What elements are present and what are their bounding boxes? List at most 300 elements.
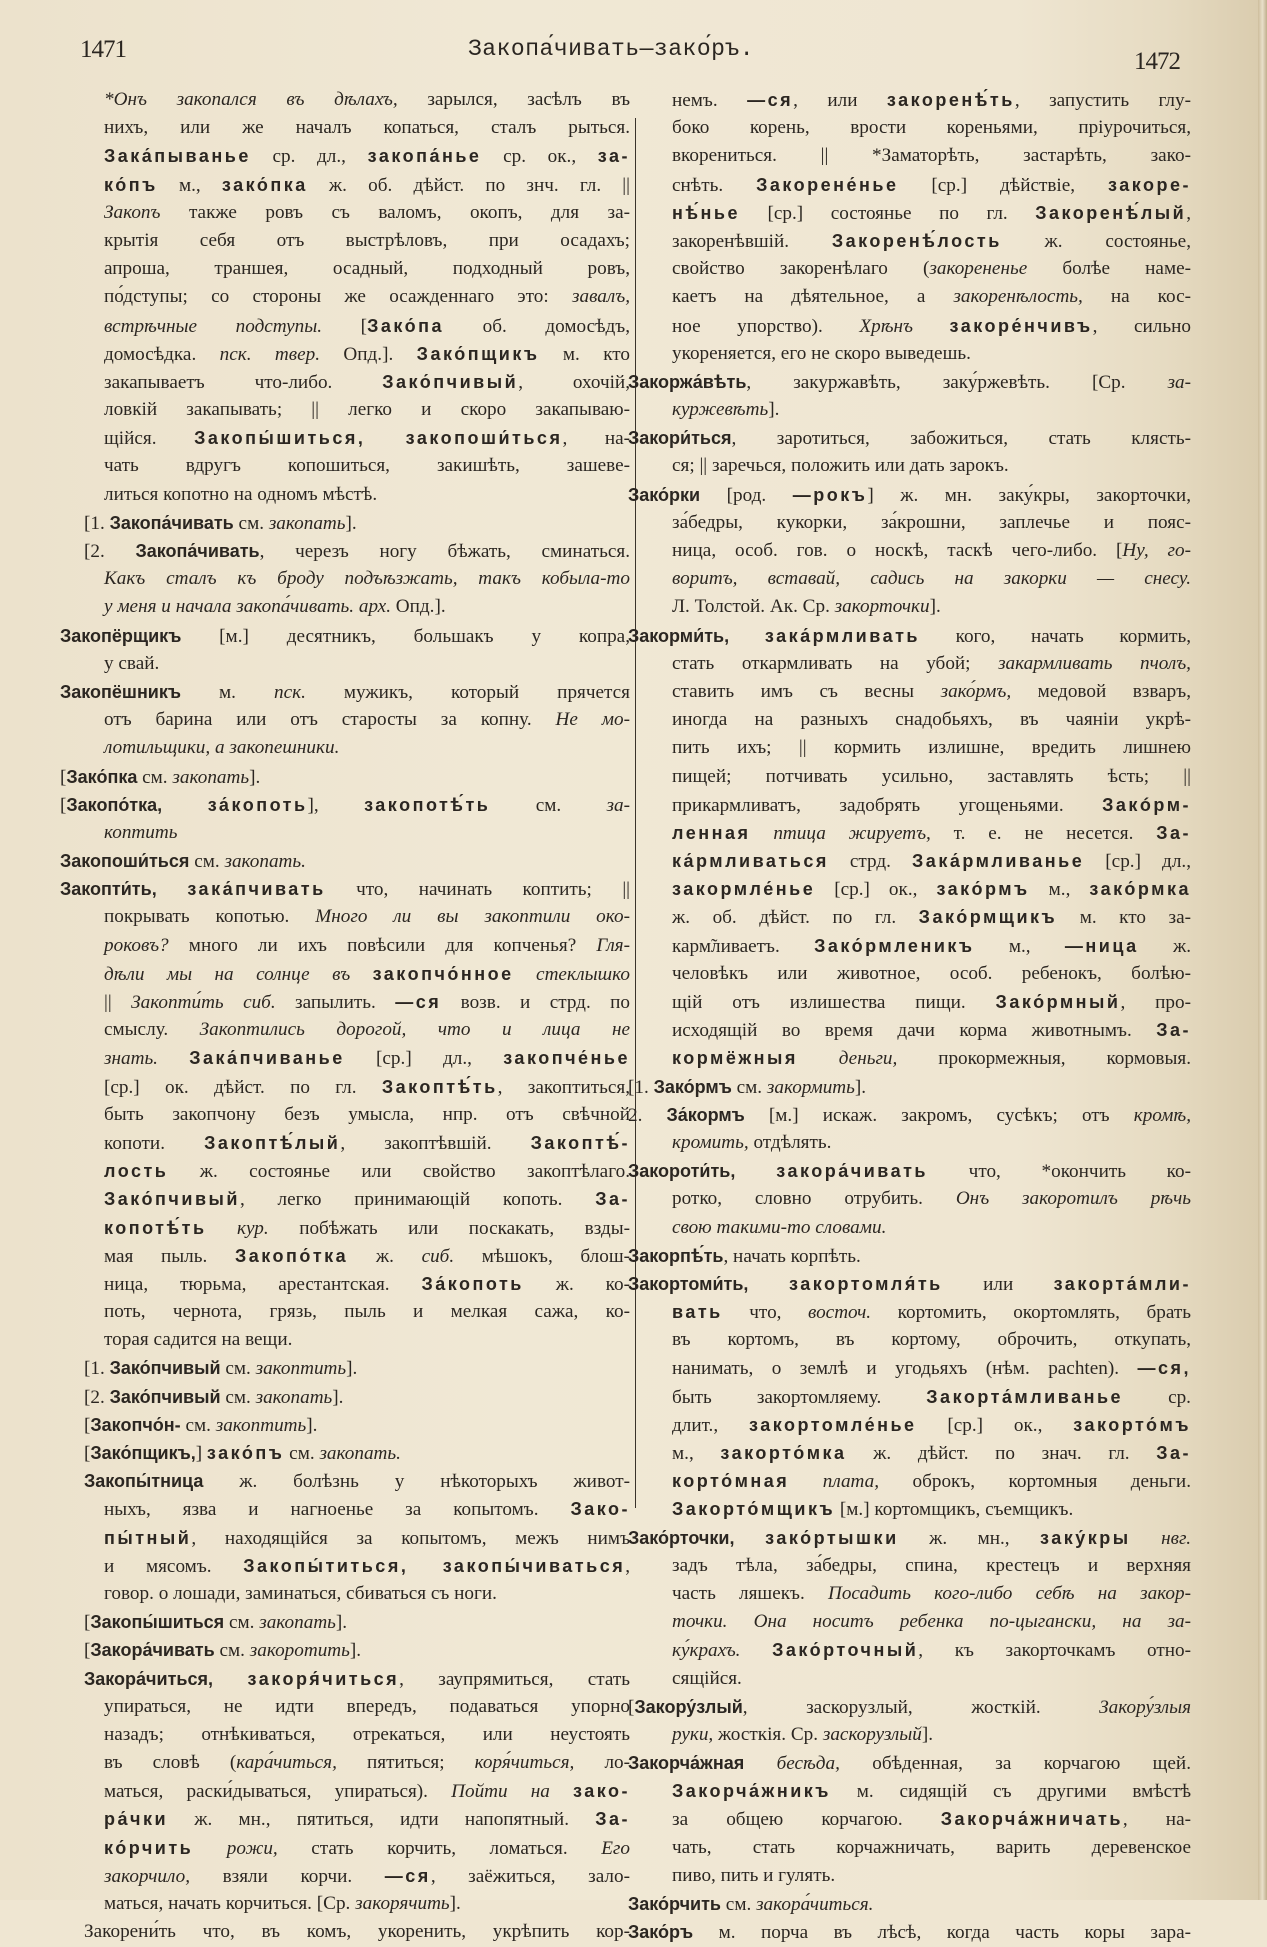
definition-text [750,823,773,844]
text-line [628,114,1191,142]
text-line [628,1129,1191,1157]
right-column [628,86,1191,1946]
definition-text: назадъ; отнѣкиваться, отрекаться, или неустоять [104,1723,630,1745]
headword: За- [1156,1020,1191,1041]
definition-text: , заёжиться, зало- [430,1865,630,1887]
text-line [60,199,630,227]
headword: Закорто́мщикъ [672,1499,836,1520]
text-line [60,791,630,819]
definition-text: длит., [672,1414,749,1436]
text-line [60,1326,630,1354]
headword: Закора́чивать [90,1640,215,1661]
definition-text: исходящій во время дачи корма животнымъ. [672,1020,1157,1042]
headword: закорта́мли- [1053,1273,1191,1294]
definition-text: об. домосѣдъ, [444,315,630,337]
example-text: закоренѣлость, [953,286,1083,308]
headword: пы́тный [104,1527,192,1548]
definition-text: щій отъ излишества пищи. [672,992,996,1013]
page-number-right: 1472 [1134,48,1180,75]
headword: ленная [672,822,751,843]
definition-text: , сильно [1092,315,1191,337]
definition-text: [1. [84,1358,110,1380]
definition-text: ся; || заречься, положить или дать зарокъ. [672,455,1009,477]
example-text: закорененье [929,258,1028,280]
definition-text: ло- [574,1752,630,1774]
text-line [60,1693,630,1721]
definition-text: ница, тюрьма, арестантская. [104,1273,422,1295]
definition-text: [1. [84,512,110,534]
headword: лость [104,1161,169,1182]
text-line [628,1608,1191,1636]
definition-text: пить ихъ; || кормить излишне, вредить лишнею [672,737,1191,759]
definition-text: [род. [700,484,793,506]
headword: закопотѣ́ть [364,794,491,815]
text-line [628,1354,1191,1382]
example-text: стеклышко [513,963,630,985]
definition-text: чать, стать корчажничать, варить деревенское [672,1836,1191,1858]
headword: зако́ртышки [765,1527,899,1548]
text-line [628,255,1191,283]
text-line [628,706,1191,734]
headword: Зака́рмливанье [912,851,1085,872]
definition-text: задъ тѣла, за́бедры, спина, крестецъ и верхняя [672,1554,1191,1576]
definition-text: литься копотно на одномъ мѣстѣ. [104,483,378,505]
definition-text: см. [731,1076,767,1098]
text-line [60,875,630,903]
definition-text [193,1838,227,1859]
definition-text: маться, раски́дываться, упираться). [104,1781,452,1803]
definition-text: въ словѣ ( [104,1752,237,1774]
definition-text: [ср.] ок., [815,879,937,901]
headword: за́копоть [207,794,308,815]
definition-text: за общею корчагою. [672,1809,941,1831]
text-line [60,1270,630,1298]
text-line [60,1749,630,1777]
text-line [60,171,630,199]
text-line [628,1016,1191,1044]
example-text: точки. Она носитъ ребенка по-цыгански, на за- [672,1611,1191,1633]
headword: вать [672,1302,723,1323]
headword: Зака́пчиванье [189,1048,345,1069]
definition-text: , заротиться, забожиться, стать клясть- [731,428,1191,450]
definition-text: апроша, траншея, осадный, подходный ровъ, [104,258,630,280]
headword: ра́чки [104,1809,169,1830]
definition-text: ж. ко- [523,1273,630,1295]
example-text: коря́читься, [474,1752,575,1774]
definition-text: [ [84,1612,91,1634]
text-line [628,1411,1191,1439]
text-line [60,1805,630,1833]
example-text: закормить [766,1076,855,1098]
headword: зако- [573,1781,631,1802]
definition-text: [ [322,315,368,337]
headword: корто́мная [672,1471,790,1492]
text-line [628,1467,1191,1495]
text-line [628,1665,1191,1693]
headword: закора́чивать [776,1161,928,1182]
headword: Зако- [570,1499,630,1520]
definition-text: человѣкъ или животное, особ. ребенокъ, болѣю- [672,962,1191,984]
definition-text: покрывать копотью. [104,906,316,928]
page-header [0,36,1267,75]
text-line [60,1721,630,1749]
text-line [628,1185,1191,1213]
headword: Закóрм- [1102,794,1191,815]
text-line [60,565,630,593]
headword: Закопчо́н- [90,1414,181,1435]
text-line [628,1862,1191,1890]
definition-text: свойство закоренѣлаго ( [672,258,930,280]
text-line [628,171,1191,199]
text-line [60,283,630,311]
definition-text: ж. дѣйст. по знач. гл. [846,1443,1157,1464]
definition-text: ныхъ, язва и нагноенье за копытомъ. [104,1499,571,1521]
text-line [628,678,1191,706]
definition-text [207,1218,238,1239]
definition-text: ], [307,794,365,816]
definition-text: [ср.] дл., [344,1048,504,1070]
definition-text: см. [721,1894,757,1915]
definition-text: , заскорузлый, жосткій. [742,1696,1100,1718]
definition-text: ]. [306,1414,318,1436]
definition-text: ] ж. мн. заку́кры, закорточки, [867,484,1191,506]
definition-text: м. кто [539,343,630,365]
definition-text: ]. [768,399,780,421]
headword: —ся, [1137,1358,1191,1379]
headword: Закопа́чивать [109,512,234,533]
definition-text: кого, начать кормить, [919,625,1191,647]
text-line [628,424,1191,452]
headword: Закорча́жная [628,1753,745,1774]
headword: Закопы́шиться, закопоши́ться [194,428,563,449]
definition-text: копоти. [104,1132,205,1154]
definition-text: каетъ на дѣятельное, а [672,286,954,308]
definition-text: Закорени́ть что, въ комъ, укоренить, укрѣпить кор- [84,1921,630,1943]
definition-text: м., [672,1443,721,1464]
headword: ко́пъ [104,174,158,195]
definition-text: сящійся. [672,1667,742,1689]
definition-text: ]. [332,1386,344,1408]
headword: —рокъ [792,484,868,505]
example-text: закора́читься. [756,1894,874,1915]
headword: зако́пъ [206,1443,285,1463]
definition-text: ное упорство). [672,315,860,337]
example-text: бесѣда, [776,1753,840,1775]
text-line [60,734,630,762]
text-line [60,1157,630,1185]
definition-text: см. [284,1443,320,1464]
definition-text: стать корчить, ломаться. [277,1837,602,1859]
definition-text: что, *окончить ко- [927,1161,1191,1183]
definition-text: ]. [449,1893,461,1914]
definition-text: ]. [854,1076,867,1098]
definition-text [158,1048,189,1069]
page-number-left: 1471 [80,36,126,63]
headword: Закопа́чивать [135,541,260,561]
definition-text: , про- [1120,992,1191,1013]
definition-text: , на- [1122,1809,1191,1831]
text-line [60,903,630,931]
text-line [60,142,630,170]
headword: закоря́читься [247,1668,400,1689]
text-line [60,763,630,791]
definition-text: ]. [335,1612,348,1634]
headword: За́копоть [421,1273,524,1294]
definition-text: , къ закорточкамъ отно- [918,1640,1192,1662]
example-text: Какъ сталъ къ броду подъѣзжать, такъ кобыла-то [104,568,630,590]
definition-text: жосткія. Ср. [713,1723,823,1745]
text-line [60,1073,630,1101]
definition-text: ловкій закапывать; || легко и скоро закапываю- [104,399,630,421]
headword: Зако́пщикъ, [90,1443,196,1463]
example-text: закоротить [249,1640,350,1662]
definition-text: вкорениться. || *Заматорѣть, застарѣть, зако- [672,145,1191,167]
definition-text: , легко принимающій копоть. [239,1189,596,1211]
text-line [628,199,1191,227]
text-line [60,509,630,537]
headword: За- [1156,822,1192,843]
example-text: Онъ закоротилъ рѣчь [955,1188,1191,1210]
headword: Закорча́жникъ [672,1781,831,1802]
definition-text: [ср.] состоянье по гл. [739,202,1036,224]
example-text: птица жируетъ, [773,822,931,844]
example-text: плата, [822,1471,880,1493]
definition-text: на кос- [1082,286,1191,308]
example-text: Закору́злыя [1099,1696,1191,1718]
text-line [628,988,1191,1016]
text-line [628,903,1191,931]
text-line [60,1834,630,1862]
definition-text: см. [224,1612,260,1634]
example-text: закопать [268,512,346,534]
page-edge [1258,0,1267,1900]
definition-text: возв. и стрд. по [441,992,631,1013]
text-line [628,86,1191,114]
example-text: Не мо- [555,709,630,731]
example-text: нвг. [1161,1527,1192,1549]
text-line [628,283,1191,311]
example-text: закорячить [355,1893,450,1914]
definition-text: ж. мн., [898,1527,1041,1549]
definition-text: , закоптѣвшій. [340,1132,531,1154]
headword: Закопоши́ться [60,851,190,872]
headword: —ница [1064,935,1139,956]
text-line [60,1016,630,1044]
definition-text: [м.] кортомщикъ, съемщикъ. [835,1499,1074,1521]
definition-text: за́бедры, кукорки, за́крошни, заплечье и пояс- [672,511,1191,533]
headword: За- [1156,1443,1191,1463]
definition-text: м., [974,935,1065,957]
headword: Зако́рчить [628,1894,721,1914]
headword: зако́рмъ [936,879,1030,900]
text-line [60,650,630,678]
definition-text: болѣе наме- [1027,258,1191,280]
headword: —ся [384,1865,431,1886]
definition-text: смыслу. [104,1019,200,1041]
headword: Зако́пчивый [382,371,519,392]
definition-text: [ср.] дѣйствіе, [898,174,1108,196]
text-line [60,1495,630,1523]
headword: Закорпѣ́ть [628,1245,724,1266]
example-text: *Онъ закопался въ дѣлахъ, [104,89,398,110]
definition-text: [ср.] ок., [916,1414,1074,1436]
definition-text: снѣть. [672,174,757,196]
example-text: у меня и начала закопа́чивать. арх. [104,596,391,618]
text-line [60,1580,630,1608]
definition-text: [ [60,794,67,816]
definition-text: ротко, словно отрубить. [672,1188,956,1210]
headword: закопа́нье [367,146,482,167]
text-line [60,396,630,424]
headword: закорто́мка [720,1443,847,1463]
definition-text: запылить. [275,992,396,1013]
definition-text: ж. [1138,935,1191,957]
text-line [628,847,1191,875]
definition-text: ] [195,1443,207,1464]
text-line [628,1693,1191,1721]
definition-text: , закуржавѣть, заку́ржевѣть. [Ср. [746,371,1168,393]
text-line [628,875,1191,903]
definition-text: см. [220,1386,256,1408]
text-line [60,1918,630,1946]
definition-text: что, [722,1302,809,1324]
text-line [628,1721,1191,1749]
definition-text: поть, чернота, грязь, пыль и мелкая сажа, ко- [104,1301,630,1323]
example-text: закопать [255,1386,333,1408]
headword: закортомля́ть [789,1273,943,1294]
definition-text [1131,1528,1161,1549]
definition-text: ж. мн., пятиться, идти напопятный. [168,1809,596,1831]
definition-text: въ кортомъ, въ кортому, оброчить, откупать, [672,1329,1191,1351]
headword: заку́кры [1040,1527,1131,1548]
headword: закортомле́нье [748,1414,917,1435]
headword: Закопо́тка, [66,794,208,815]
text-line [628,1834,1191,1862]
headword: зако́пка [221,174,308,195]
definition-text: ]. [921,1723,934,1745]
definition-text: , охочій, [518,371,630,393]
definition-text: ж. состоянье или свойство закоптѣлаго. [168,1161,630,1183]
headword: Закопти́ть, [60,879,188,900]
example-text: зако́рмъ, [940,680,1012,702]
definition-text: [ [628,1696,635,1718]
text-line [628,791,1191,819]
text-line [628,1073,1191,1101]
definition-text: медовой взваръ, [1011,680,1191,702]
headword: копотѣ́ть [104,1217,207,1238]
headword: Закопёшникъ [60,681,182,702]
headword: Закопо́тка [234,1245,349,1266]
definition-text: ]. [249,766,261,788]
example-text: кур. [237,1217,269,1239]
definition-text: , черезъ ногу бѣжать, сминаться. [259,541,630,562]
definition-text: см. [220,1358,256,1380]
definition-text: и мясомъ. [104,1555,244,1577]
headword: Закопы́титься, закопы́чиваться [243,1555,626,1576]
headword: Зако́пчивый [104,1189,240,1210]
example-text: лотильщики, а закопешники. [104,737,340,759]
headword: закопче́нье [503,1048,630,1069]
headword: Зако́рмленикъ [814,935,975,956]
definition-text: см. [137,766,173,788]
headword: закоре́нчивъ [949,315,1093,336]
definition-text: ж. об. дѣйст. по гл. [672,907,919,929]
definition-text: [м.] десятникъ, большакъ у копра, [181,625,630,647]
text-line [60,1862,630,1890]
definition-text: упираться, не идти впередъ, подаваться упорно [104,1695,630,1717]
text-line [60,932,630,960]
headword: —ся [395,992,442,1012]
definition-text: ж. об. дѣйст. по знч. гл. || [307,174,630,196]
definition-text: много ли ихъ повѣсили для копченья? [168,934,597,956]
headword: за- [597,146,630,167]
definition-text: прикармливатъ, задобрять угощеньями. [672,794,1103,816]
text-line [628,1101,1191,1129]
text-line [60,988,630,1016]
headword: Закоренѣ́лость [831,230,1002,251]
definition-text [798,1048,839,1069]
definition-text: говор. о лошади, заминаться, сбиваться съ ноги. [104,1582,497,1604]
text-line [60,1552,630,1580]
definition-text: см. [189,851,225,873]
definition-text: прокормежныя, кормовыя. [897,1048,1192,1070]
definition-text: немъ. [672,90,748,111]
text-line [628,1157,1191,1185]
example-text: роковъ? [104,934,169,956]
definition-text: побѣжать или поскакать, взды- [268,1217,631,1239]
definition-text: , запустить глу- [1014,90,1191,111]
example-text: закопать [172,766,250,788]
headword: Закоптѣ́лый [204,1132,341,1153]
definition-text: отъ барина или отъ старосты за копну. [104,709,556,731]
text-line [60,819,630,847]
text-line [628,340,1191,368]
text-line [60,1129,630,1157]
definition-text: ср. ок., [481,146,598,168]
definition-text: домосѣдка. [104,343,220,365]
text-line [628,1242,1191,1270]
text-line [628,650,1191,678]
text-line [628,1580,1191,1608]
definition-text: [ [60,766,67,788]
headword: Закопы́шиться [90,1612,225,1633]
definition-text: щійся. [104,428,195,450]
headword: Закорча́жничать [940,1809,1123,1830]
example-text: Закоптились дорогой, что и лица не [199,1019,630,1041]
example-text: закорточки [834,596,930,618]
headword: закопчо́нное [372,963,514,984]
headword: Зако́пчивый [109,1358,221,1379]
text-line [60,1524,630,1552]
definition-text: ж. [348,1245,422,1267]
definition-text: обѣденная, за корчагою щей. [839,1753,1191,1775]
example-text: Его [601,1837,630,1859]
text-line [60,1665,630,1693]
text-line [628,1270,1191,1298]
definition-text: кортомить, окортомлять, брать [871,1302,1191,1324]
text-line [628,312,1191,340]
example-text: Закопти́ть сиб. [131,992,276,1013]
headword: ко́рчить [104,1837,194,1858]
headword: Зако́пка [66,766,138,787]
definition-text: нихъ, или же началъ копаться, сталъ рыться. [104,117,630,139]
text-line [628,622,1191,650]
definition-text: взяли корчи. [190,1865,385,1887]
definition-text: иногда на разныхъ снадобьяхъ, въ чаяніи укрѣ- [672,709,1191,731]
example-text: закармливать пчолъ, [998,652,1191,674]
example-text: деньги, [838,1048,898,1070]
text-line [628,227,1191,255]
